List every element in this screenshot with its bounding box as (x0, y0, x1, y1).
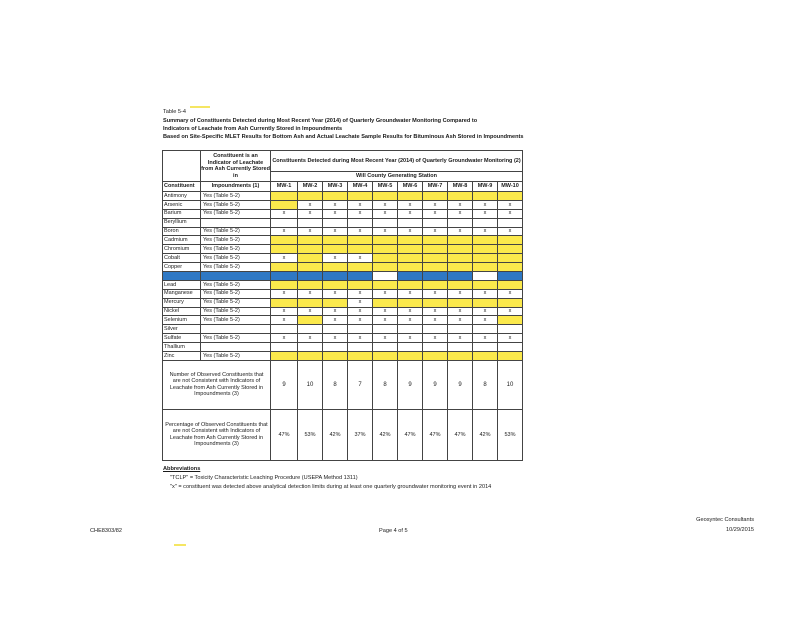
well-header: MW-4 (348, 182, 373, 192)
detection-cell: x (298, 289, 323, 298)
table-row (163, 307, 523, 316)
detection-cell: x (423, 227, 448, 236)
indicator-status (201, 325, 271, 334)
detection-cell (271, 245, 298, 254)
table-row (163, 200, 523, 209)
detection-cell: x (448, 227, 473, 236)
table-row (163, 236, 523, 245)
detection-cell: x (448, 316, 473, 325)
detection-cell (398, 343, 423, 352)
detection-cell: x (271, 289, 298, 298)
detection-cell (323, 343, 348, 352)
table-number: Table 5-4 (163, 109, 187, 115)
detection-cell (473, 218, 498, 227)
count-value: 9 (398, 360, 423, 409)
detection-cell (423, 236, 448, 245)
count-value: 10 (298, 360, 323, 409)
group-header: Constituents Detected during Most Recent Year (2014) of Quarterly Groundwater Monitoring (2) (271, 151, 523, 172)
detection-cell (498, 325, 523, 334)
detection-cell (498, 343, 523, 352)
detection-cell: x (373, 227, 398, 236)
detection-cell (423, 263, 448, 272)
indicator-status (201, 272, 271, 281)
detection-cell: x (298, 334, 323, 343)
detection-cell (373, 254, 398, 263)
highlighter-mark (190, 106, 210, 108)
percentage-value: 47% (398, 409, 423, 460)
detection-cell: x (398, 307, 423, 316)
well-header: MW-2 (298, 182, 323, 192)
detection-cell (373, 343, 398, 352)
detection-cell (398, 236, 423, 245)
detection-cell (498, 298, 523, 307)
detection-cell: x (498, 289, 523, 298)
detection-cell (323, 280, 348, 289)
detection-cell: x (448, 200, 473, 209)
impoundments-header: Impoundments (1) (201, 182, 271, 192)
detection-cell (298, 325, 323, 334)
detection-cell (298, 352, 323, 361)
document-id: CHE8303/82 (90, 528, 123, 534)
detection-cell (448, 325, 473, 334)
constituent-name: Copper (163, 263, 201, 272)
detection-cell (423, 343, 448, 352)
count-value: 8 (323, 360, 348, 409)
percentage-value: 47% (271, 409, 298, 460)
detection-cell (373, 280, 398, 289)
count-label: Number of Observed Constituents that are not Consistent with Indicators of Leachate from Ash Currently Stored in Impoundments (3) (163, 360, 271, 409)
count-value: 8 (373, 360, 398, 409)
table-row (163, 245, 523, 254)
detection-cell: x (348, 289, 373, 298)
constituent-name: Iron (163, 272, 201, 281)
detection-cell: x (323, 272, 348, 281)
detection-cell: x (271, 209, 298, 218)
detection-cell (423, 280, 448, 289)
detection-cell: x (323, 307, 348, 316)
detection-cell (473, 272, 498, 281)
table-row (163, 298, 523, 307)
table-row (163, 316, 523, 325)
detection-cell (298, 236, 323, 245)
constituent-name: Lead (163, 280, 201, 289)
well-header: MW-6 (398, 182, 423, 192)
detection-cell: x (298, 200, 323, 209)
percentage-label: Percentage of Observed Constituents that are not Consistent with Indicators of Leachate from Ash Currently Stored in Impoundments (3) (163, 409, 271, 460)
detection-cell (423, 192, 448, 201)
detection-cell (348, 263, 373, 272)
detection-cell: x (323, 254, 348, 263)
percentage-value: 53% (298, 409, 323, 460)
detection-cell: x (373, 334, 398, 343)
count-value: 8 (473, 360, 498, 409)
detection-cell: x (473, 227, 498, 236)
percentage-value: 42% (473, 409, 498, 460)
detection-cell (498, 245, 523, 254)
detection-cell (298, 316, 323, 325)
detection-cell: x (498, 334, 523, 343)
detection-cell (398, 218, 423, 227)
detection-cell (271, 200, 298, 209)
table-row (163, 272, 523, 281)
detection-cell (323, 218, 348, 227)
detection-cell (473, 236, 498, 245)
indicator-status: Yes (Table 5-2) (201, 316, 271, 325)
detection-cell (473, 298, 498, 307)
table-row (163, 209, 523, 218)
detection-cell: x (398, 209, 423, 218)
constituent-name: Manganese (163, 289, 201, 298)
constituent-name: Thallium (163, 343, 201, 352)
detection-cell (498, 192, 523, 201)
count-value: 10 (498, 360, 523, 409)
indicator-status (201, 218, 271, 227)
detection-cell: x (271, 334, 298, 343)
detection-cell (323, 263, 348, 272)
detection-cell (373, 352, 398, 361)
indicator-status: Yes (Table 5-2) (201, 236, 271, 245)
constituent-header: Constituent (163, 182, 201, 192)
detection-cell (423, 352, 448, 361)
detection-cell (298, 192, 323, 201)
detection-cell (373, 236, 398, 245)
detection-cell (448, 236, 473, 245)
detection-cell: x (498, 209, 523, 218)
detection-cell (271, 352, 298, 361)
detection-cell: x (348, 334, 373, 343)
detection-cell: x (298, 227, 323, 236)
indicator-status: Yes (Table 5-2) (201, 209, 271, 218)
detection-cell: x (498, 200, 523, 209)
detection-cell (373, 272, 398, 281)
detection-cell (271, 325, 298, 334)
highlighter-mark-footer (174, 544, 186, 546)
detection-cell (498, 280, 523, 289)
detection-cell (271, 192, 298, 201)
indicator-status (201, 343, 271, 352)
table-row (163, 254, 523, 263)
detection-cell (348, 236, 373, 245)
detection-cell: x (423, 289, 448, 298)
detection-cell (348, 245, 373, 254)
indicator-status: Yes (Table 5-2) (201, 298, 271, 307)
detection-cell: x (498, 227, 523, 236)
detection-cell: x (298, 307, 323, 316)
constituent-name: Boron (163, 227, 201, 236)
well-header: MW-5 (373, 182, 398, 192)
detection-cell (373, 218, 398, 227)
detection-cell (271, 298, 298, 307)
detection-cell: x (473, 316, 498, 325)
detection-cell: x (271, 254, 298, 263)
detection-cell: x (323, 289, 348, 298)
detection-cell (473, 352, 498, 361)
abbreviations-title: Abbreviations (163, 466, 201, 472)
indicator-status: Yes (Table 5-2) (201, 200, 271, 209)
indicator-status: Yes (Table 5-2) (201, 280, 271, 289)
detection-cell (348, 280, 373, 289)
detection-cell (348, 192, 373, 201)
detection-cell: x (271, 316, 298, 325)
detection-cell: x (423, 200, 448, 209)
detection-cell: x (323, 227, 348, 236)
detection-cell (473, 245, 498, 254)
detection-cell (423, 325, 448, 334)
detection-cell (398, 245, 423, 254)
detection-cell (448, 280, 473, 289)
detection-cell: x (323, 200, 348, 209)
detection-cell: x (323, 316, 348, 325)
detection-cell (373, 263, 398, 272)
detection-cell: x (348, 298, 373, 307)
table-row (163, 343, 523, 352)
detection-cell (448, 298, 473, 307)
detection-cell (423, 254, 448, 263)
detection-cell (448, 343, 473, 352)
detection-cell: x (448, 209, 473, 218)
constituent-name: Antimony (163, 192, 201, 201)
detection-cell (323, 352, 348, 361)
detection-cell: x (298, 209, 323, 218)
detection-cell: x (498, 307, 523, 316)
detection-cell (473, 280, 498, 289)
detection-cell (271, 280, 298, 289)
detection-cell: x (323, 334, 348, 343)
table-title-line-3: Based on Site-Specific MLET Results for Bottom Ash and Actual Leachate Sample Results for Bituminous Ash Stored in Impoundments (163, 134, 524, 140)
detection-cell: x (348, 209, 373, 218)
detection-cell (373, 245, 398, 254)
detection-cell (498, 263, 523, 272)
constituent-name: Arsenic (163, 200, 201, 209)
detection-cell (498, 254, 523, 263)
groundwater-constituents-table (162, 150, 523, 461)
constituent-name: Cobalt (163, 254, 201, 263)
indicator-status: Yes (Table 5-2) (201, 334, 271, 343)
count-value: 9 (271, 360, 298, 409)
percentage-value: 42% (323, 409, 348, 460)
indicator-status: Yes (Table 5-2) (201, 192, 271, 201)
detection-cell: x (398, 316, 423, 325)
table-row (163, 263, 523, 272)
detection-cell (271, 263, 298, 272)
detection-cell: x (373, 200, 398, 209)
detection-cell: x (448, 289, 473, 298)
detection-cell (423, 245, 448, 254)
detection-cell (348, 218, 373, 227)
detection-cell (373, 192, 398, 201)
detection-cell: x (348, 254, 373, 263)
detection-cell (448, 352, 473, 361)
detection-cell (398, 298, 423, 307)
indicator-status: Yes (Table 5-2) (201, 227, 271, 236)
detection-cell (298, 254, 323, 263)
well-header: MW-8 (448, 182, 473, 192)
abbreviation-tclp: "TCLP" = Toxicity Characteristic Leaching Procedure (USEPA Method 1311) (170, 475, 358, 481)
detection-cell (473, 192, 498, 201)
detection-cell: x (423, 307, 448, 316)
detection-cell (448, 263, 473, 272)
detection-cell: x (398, 289, 423, 298)
table-row (163, 192, 523, 201)
detection-cell: x (373, 316, 398, 325)
indicator-status: Yes (Table 5-2) (201, 352, 271, 361)
detection-cell (473, 254, 498, 263)
detection-cell: x (271, 272, 298, 281)
count-value: 9 (448, 360, 473, 409)
detection-cell: x (323, 209, 348, 218)
detection-cell: x (398, 200, 423, 209)
table-row (163, 227, 523, 236)
detection-cell (373, 325, 398, 334)
detection-cell (298, 245, 323, 254)
detection-cell: x (271, 307, 298, 316)
detection-cell (448, 218, 473, 227)
detection-cell: x (348, 200, 373, 209)
detection-cell: x (473, 307, 498, 316)
detection-cell (498, 316, 523, 325)
indicator-header: Constituent is an Indicator of Leachate from Ash Currently Stored in (201, 151, 271, 182)
abbreviation-x-note: "x" = constituent was detected above analytical detection limits during at least one quarterly groundwater monitoring event in 2014 (170, 484, 492, 490)
well-header: MW-3 (323, 182, 348, 192)
constituent-name: Sulfate (163, 334, 201, 343)
detection-cell (423, 298, 448, 307)
well-header: MW-10 (498, 182, 523, 192)
detection-cell (498, 352, 523, 361)
constituent-name: Nickel (163, 307, 201, 316)
detection-cell: x (348, 227, 373, 236)
table-row (163, 352, 523, 361)
detection-cell: x (448, 272, 473, 281)
detection-cell: x (348, 316, 373, 325)
detection-cell (271, 343, 298, 352)
detection-cell (498, 218, 523, 227)
table-row (163, 325, 523, 334)
detection-cell (298, 298, 323, 307)
detection-cell (398, 263, 423, 272)
detection-cell: x (271, 227, 298, 236)
detection-cell (298, 218, 323, 227)
detection-cell: x (448, 307, 473, 316)
constituent-name: Zinc (163, 352, 201, 361)
detection-cell: x (473, 334, 498, 343)
detection-cell: x (423, 316, 448, 325)
count-value: 7 (348, 360, 373, 409)
well-header: MW-9 (473, 182, 498, 192)
percentage-value: 42% (373, 409, 398, 460)
table-row (163, 218, 523, 227)
indicator-status: Yes (Table 5-2) (201, 254, 271, 263)
detection-cell (473, 325, 498, 334)
indicator-status: Yes (Table 5-2) (201, 245, 271, 254)
detection-cell (323, 245, 348, 254)
constituent-name: Barium (163, 209, 201, 218)
detection-cell (298, 263, 323, 272)
detection-cell (398, 280, 423, 289)
detection-cell (448, 254, 473, 263)
detection-cell (323, 236, 348, 245)
detection-cell: x (473, 200, 498, 209)
detection-cell (298, 343, 323, 352)
detection-cell (323, 192, 348, 201)
constituent-name: Cadmium (163, 236, 201, 245)
detection-cell (298, 280, 323, 289)
detection-cell (323, 298, 348, 307)
constituent-name: Chromium (163, 245, 201, 254)
detection-cell: x (423, 209, 448, 218)
detection-cell (398, 352, 423, 361)
detection-cell (448, 245, 473, 254)
detection-cell: x (398, 227, 423, 236)
percentage-value: 37% (348, 409, 373, 460)
detection-cell (398, 254, 423, 263)
constituent-name: Mercury (163, 298, 201, 307)
percentage-value: 47% (448, 409, 473, 460)
well-header: MW-1 (271, 182, 298, 192)
detection-cell (271, 218, 298, 227)
detection-cell (398, 325, 423, 334)
blank-header-cell (163, 151, 201, 182)
detection-cell: x (298, 272, 323, 281)
detection-cell (348, 352, 373, 361)
indicator-status: Yes (Table 5-2) (201, 263, 271, 272)
percentage-value: 53% (498, 409, 523, 460)
detection-cell: x (373, 307, 398, 316)
detection-cell (348, 343, 373, 352)
constituent-name: Silver (163, 325, 201, 334)
detection-cell: x (448, 334, 473, 343)
detection-cell (473, 343, 498, 352)
detection-cell (398, 192, 423, 201)
indicator-status: Yes (Table 5-2) (201, 307, 271, 316)
detection-cell: x (423, 334, 448, 343)
detection-cell: x (398, 272, 423, 281)
detection-cell: x (498, 272, 523, 281)
detection-cell (423, 218, 448, 227)
constituent-name: Beryllium (163, 218, 201, 227)
well-header: MW-7 (423, 182, 448, 192)
detection-cell: x (423, 272, 448, 281)
detection-cell: x (473, 289, 498, 298)
table-row (163, 289, 523, 298)
detection-cell (373, 298, 398, 307)
detection-cell: x (473, 209, 498, 218)
document-date: 10/29/2015 (726, 527, 754, 533)
page-number: Page 4 of 5 (379, 528, 408, 534)
table-title-line-2: Indicators of Leachate from Ash Currently Stored in Impoundments (163, 126, 343, 132)
table-row (163, 280, 523, 289)
percentage-value: 47% (423, 409, 448, 460)
table-row (163, 334, 523, 343)
station-header: Will County Generating Station (271, 172, 523, 182)
detection-cell: x (398, 334, 423, 343)
detection-cell (473, 263, 498, 272)
company-name: Geosyntec Consultants (696, 517, 754, 523)
detection-cell (448, 192, 473, 201)
detection-cell: x (373, 289, 398, 298)
count-value: 9 (423, 360, 448, 409)
detection-cell (271, 236, 298, 245)
detection-cell (323, 325, 348, 334)
detection-cell (498, 236, 523, 245)
table-title-line-1: Summary of Constituents Detected during Most Recent Year (2014) of Quarterly Groundwater Monitoring Compared to (163, 118, 478, 124)
constituent-name: Selenium (163, 316, 201, 325)
detection-cell: x (348, 272, 373, 281)
detection-cell: x (348, 307, 373, 316)
detection-cell (348, 325, 373, 334)
indicator-status: Yes (Table 5-2) (201, 289, 271, 298)
detection-cell: x (373, 209, 398, 218)
